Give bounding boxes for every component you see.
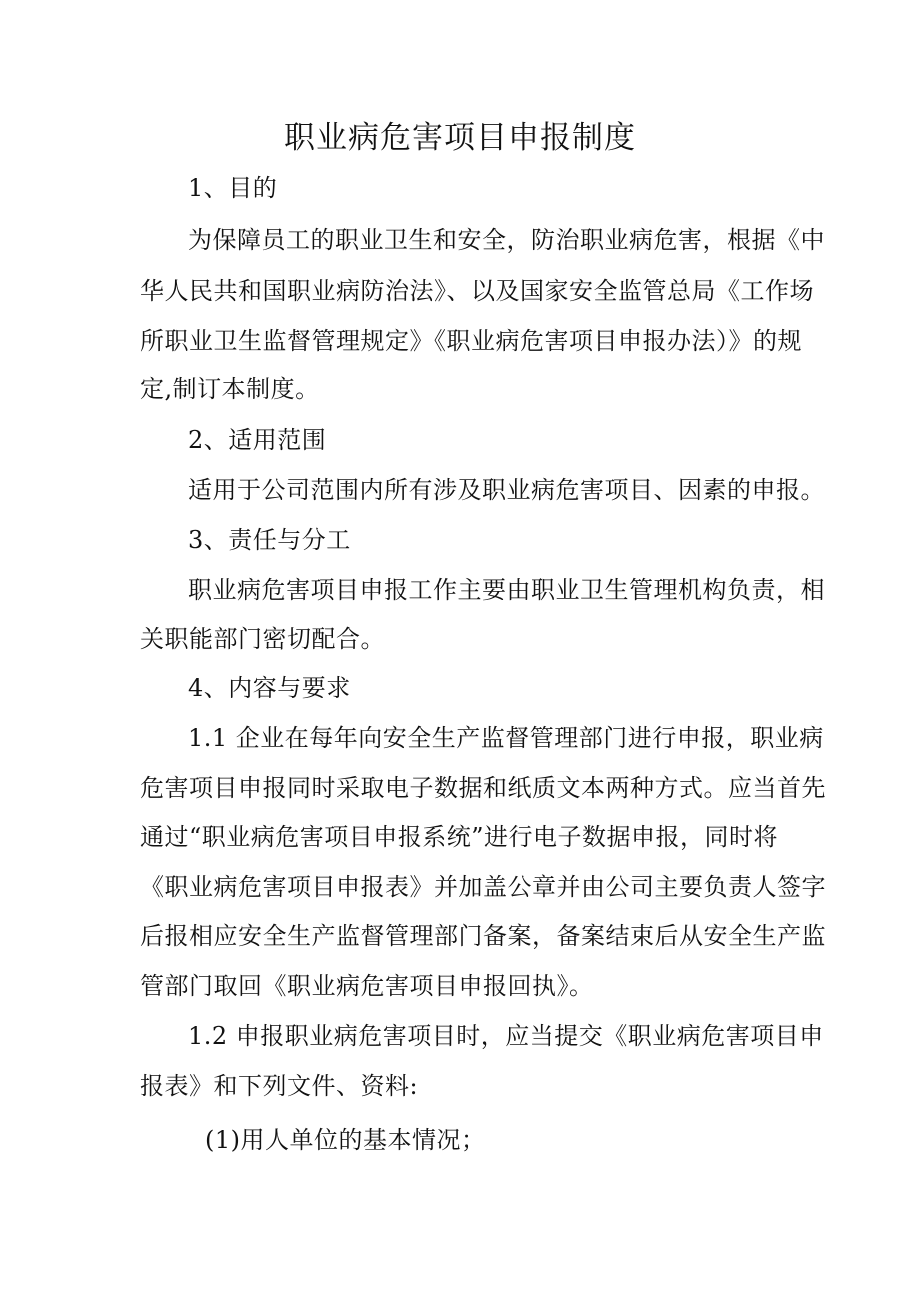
paragraph-line: 危害项目申报同时采取电子数据和纸质文本两种方式。应当首先 bbox=[140, 774, 826, 802]
paragraph-line: 1.1 企业在每年向安全生产监督管理部门进行申报，职业病 bbox=[188, 724, 824, 752]
paragraph-line: 定,制订本制度。 bbox=[140, 375, 320, 403]
section-heading-requirements: 4、内容与要求 bbox=[188, 674, 351, 702]
paragraph-line: 报表》和下列文件、资料: bbox=[140, 1072, 419, 1100]
paragraph-line: 所职业卫生监督管理规定》《职业病危害项目申报办法）》的规 bbox=[140, 327, 802, 355]
list-item: (1)用人单位的基本情况； bbox=[205, 1126, 486, 1154]
paragraph-line: 后报相应安全生产监督管理部门备案，备案结束后从安全生产监 bbox=[140, 922, 826, 950]
paragraph-line: 为保障员工的职业卫生和安全，防治职业病危害，根据《中 bbox=[188, 226, 825, 254]
paragraph-line: 适用于公司范围内所有涉及职业病危害项目、因素的申报。 bbox=[188, 476, 825, 504]
paragraph-line: 关职能部门密切配合。 bbox=[140, 625, 385, 653]
section-heading-scope: 2、适用范围 bbox=[188, 426, 327, 454]
document-title: 职业病危害项目申报制度 bbox=[284, 120, 636, 156]
paragraph-line: 通过“职业病危害项目申报系统”进行电子数据申报，同时将 bbox=[140, 823, 779, 851]
paragraph-line: 华人民共和国职业病防治法》、以及国家安全监管总局《工作场 bbox=[140, 277, 814, 305]
paragraph-line: 职业病危害项目申报工作主要由职业卫生管理机构负责，相 bbox=[188, 576, 825, 604]
paragraph-line: 《职业病危害项目申报表》并加盖公章并由公司主要负责人签字 bbox=[140, 873, 826, 901]
section-heading-responsibility: 3、责任与分工 bbox=[188, 526, 351, 554]
paragraph-line: 管部门取回《职业病危害项目申报回执》。 bbox=[140, 972, 594, 1000]
paragraph-line: 1.2 申报职业病危害项目时，应当提交《职业病危害项目申 bbox=[188, 1022, 824, 1050]
section-heading-purpose: 1、目的 bbox=[188, 174, 278, 202]
